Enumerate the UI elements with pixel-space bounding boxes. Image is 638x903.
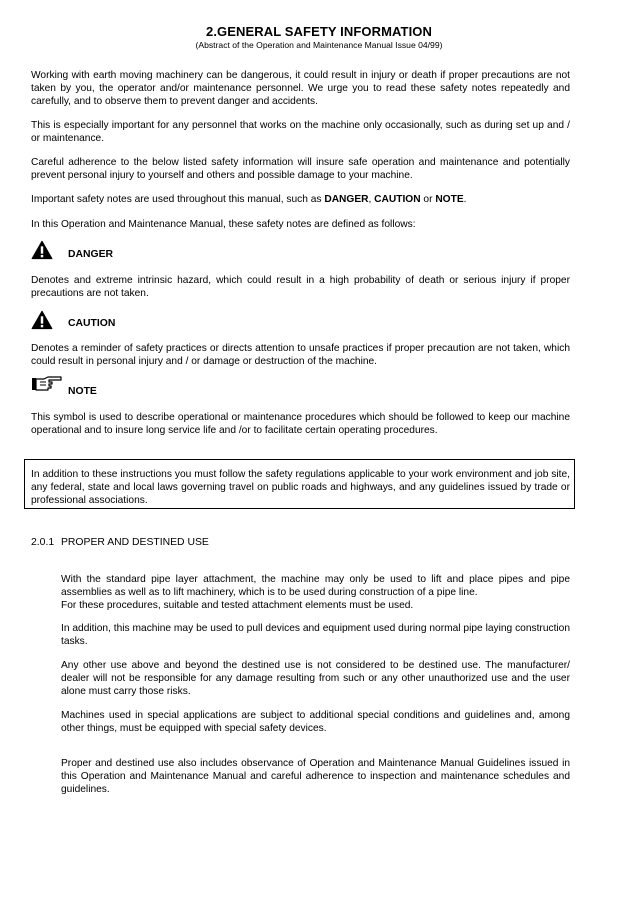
section-paragraph-5: Machines used in special applications are subject to additional special conditions and guidelines and, among other things, must be equipped with special safety devices. [61, 710, 570, 734]
intro-paragraph-1: Working with earth moving machinery can be dangerous, it could result in injury or death if proper precautions are not taken by you, the operator and/or maintenance personnel. We urge you to read these safety notes repeatedly and carefully, and to observe them to prevent danger and accidents. [31, 70, 570, 107]
important-notes-note: NOTE [435, 194, 464, 205]
danger-description: Denotes and extreme intrinsic hazard, which could result in a high probability of death or serious injury if proper precautions are not taken. [31, 275, 570, 299]
important-notes-separator: , [368, 194, 375, 205]
section-heading [31, 537, 209, 548]
important-notes-or: or [420, 194, 436, 205]
warning-triangle-icon [31, 240, 53, 260]
important-notes-paragraph [31, 193, 570, 206]
warning-triangle-icon [31, 310, 53, 330]
section-title: PROPER AND DESTINED USE [61, 537, 209, 548]
page-subtitle: (Abstract of the Operation and Maintenance Manual Issue 04/99) [195, 40, 443, 50]
section-paragraph-3: In addition, this machine may be used to pull devices and equipment used during normal pipe laying construction tasks. [61, 623, 570, 647]
section-paragraph-1: With the standard pipe layer attachment, the machine may only be used to lift and place pipes and pipe assemblies as well as to lift machinery, which is to be used during construction of a pipe line. [61, 574, 570, 598]
section-paragraph-4: Any other use above and beyond the destined use is not considered to be destined use. The manufacturer/ dealer will not be responsible for any damage resulting from such or any other unauthorized use and the user alone must carry those risks. [61, 660, 570, 697]
regulations-notice-text: In addition to these instructions you must follow the safety regulations applicable to your work environment and job site, any federal, state and local laws governing travel on public roads and highways, and any guidelines issued by trade or professional associations. [31, 469, 570, 506]
pointing-hand-icon [31, 376, 63, 392]
note-description: This symbol is used to describe operational or maintenance procedures which should be followed to keep our machine operational and to insure long service life and /or to facilitate certain operating procedures. [31, 412, 570, 436]
important-notes-period: . [463, 194, 467, 205]
caution-description: Denotes a reminder of safety practices or directs attention to unsafe practices if proper precaution are not taken, which could result in personal injury and / or damage or destruction of the machine. [31, 343, 570, 367]
caution-label: CAUTION [68, 318, 116, 329]
page-title: 2.GENERAL SAFETY INFORMATION [206, 24, 432, 39]
definitions-intro: In this Operation and Maintenance Manual, these safety notes are defined as follows: [31, 219, 416, 230]
danger-label: DANGER [68, 249, 114, 260]
important-notes-danger: DANGER [324, 194, 369, 205]
note-label: NOTE [68, 386, 97, 397]
section-number: 2.0.1 [31, 537, 55, 548]
intro-paragraph-3: Careful adherence to the below listed safety information will insure safe operation and maintenance and potentially prevent personal injury to yourself and others and possible damage to your machine. [31, 157, 570, 181]
important-notes-caution: CAUTION [374, 194, 421, 205]
important-notes-prefix: Important safety notes are used throughout this manual, such as [31, 194, 325, 205]
section-paragraph-6: Proper and destined use also includes observance of Operation and Maintenance Manual Guidelines issued in this Operation and Maintenance Manual and careful adherence to inspection and maintenance schedules and guidelines. [61, 758, 570, 795]
section-paragraph-2: For these procedures, suitable and tested attachment elements must be used. [61, 600, 414, 611]
regulations-notice-box [24, 459, 575, 509]
intro-paragraph-2: This is especially important for any personnel that works on the machine only occasionally, such as during set up and / or maintenance. [31, 120, 570, 144]
